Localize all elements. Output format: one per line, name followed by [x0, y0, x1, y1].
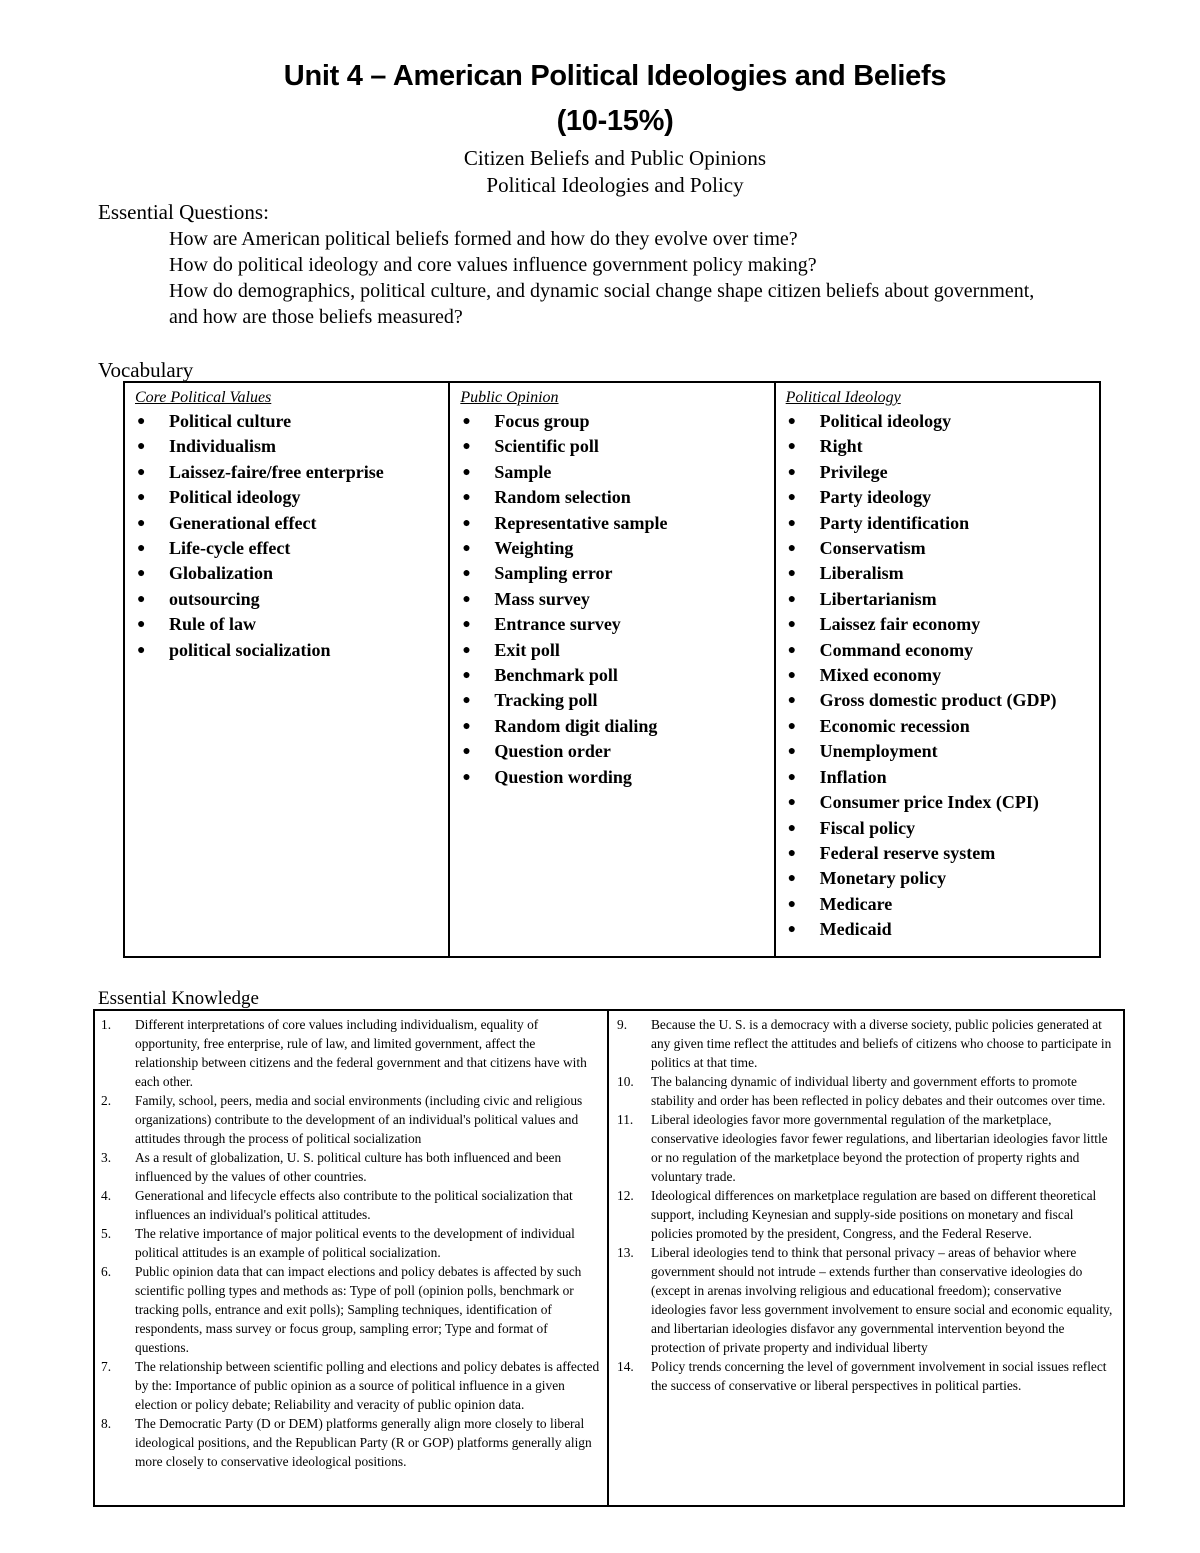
vocab-term: Political ideology: [819, 411, 952, 431]
ek-item: [617, 1357, 1117, 1395]
vocab-term: Life-cycle effect: [169, 538, 291, 559]
vocab-column-political-ideology: [774, 383, 1099, 956]
bullet-icon: ●: [137, 515, 146, 531]
vocab-term: Weighting: [494, 538, 574, 559]
bullet-icon: ●: [787, 871, 797, 887]
bullet-icon: ●: [462, 744, 471, 760]
page-title: Unit 4 – American Political Ideologies and Beliefs: [283, 60, 947, 92]
bullet-icon: ●: [787, 464, 797, 480]
vocab-term: Privilege: [819, 461, 888, 482]
vocab-term: Rule of law: [169, 614, 256, 635]
vocab-term: Medicaid: [819, 919, 892, 940]
subtitle-ideologies-policy: Political Ideologies and Policy: [486, 173, 744, 197]
ek-item-text: As a result of globalization, U. S. political culture has both influenced and been influenced by the values of other countries.: [135, 1150, 562, 1184]
vocab-item: [786, 688, 1091, 713]
ek-item-number: 1.: [101, 1017, 112, 1032]
vocabulary-table: [123, 381, 1101, 958]
bullet-icon: ●: [787, 718, 797, 734]
bullet-icon: ●: [787, 439, 797, 455]
ek-item-number: 4.: [101, 1188, 112, 1203]
bullet-icon: ●: [462, 769, 471, 785]
bullet-icon: ●: [787, 490, 797, 506]
vocab-item: [786, 409, 1091, 434]
vocab-item: [786, 536, 1091, 561]
ek-item-text: Family, school, peers, media and social environments (including civic and religious organizations) contribute to the development of an individual's political values and attitudes through the process of political socialization: [135, 1093, 583, 1146]
vocab-item: [786, 917, 1091, 942]
bullet-icon: ●: [462, 464, 471, 480]
vocab-column-public-opinion: [448, 383, 773, 956]
vocab-item: [135, 460, 440, 485]
bullet-icon: ●: [137, 464, 146, 480]
bullet-icon: ●: [137, 414, 146, 429]
vocab-item: [786, 587, 1091, 612]
ek-item-text: Different interpretations of core values including individualism, equality of opportunity, free enterprise, rule of law, and limited government, affect the relationship between citizens and the federal government and that citizens have with each other.: [135, 1017, 587, 1089]
ek-item-number: 11.: [617, 1112, 634, 1127]
bullet-icon: ●: [462, 515, 471, 531]
bullet-icon: ●: [462, 718, 471, 734]
ek-item-text: Ideological differences on marketplace regulation are based on different theoretical support, including Keynesian and supply-side positions on monetary and fiscal policies promoted by the president, Congress, and the Federal Reserve.: [651, 1188, 1097, 1241]
vocab-item: [786, 485, 1091, 510]
vocab-list: [786, 409, 1091, 943]
vocab-column-core-values: [125, 383, 448, 956]
vocab-term: Representative sample: [494, 512, 668, 533]
bullet-icon: ●: [787, 642, 797, 658]
vocab-term: Economic recession: [819, 715, 970, 736]
vocab-item: [460, 587, 765, 612]
bullet-icon: ●: [787, 795, 797, 811]
essential-question: How do demographics, political culture, and dynamic social change shape citizen beliefs about government, and how are those beliefs measured?: [169, 280, 1035, 328]
bullet-icon: ●: [462, 642, 471, 658]
bullet-icon: ●: [462, 668, 471, 684]
vocab-list: [135, 409, 440, 663]
ek-item-text: Because the U. S. is a democracy with a diverse society, public policies generated at any given time reflect the attitudes and beliefs of citizens who choose to participate in politics at that time.: [651, 1017, 1112, 1070]
ek-item-text: The relative importance of major political events to the development of individual political attitudes is an example of political socialization.: [135, 1226, 575, 1260]
vocab-column-heading: Political Ideology: [785, 389, 901, 406]
vocab-term: Monetary policy: [819, 868, 947, 889]
vocab-item: [786, 816, 1091, 841]
bullet-icon: ●: [462, 490, 471, 506]
bullet-icon: ●: [462, 566, 471, 582]
ek-item: [617, 1186, 1117, 1243]
vocab-item: [786, 790, 1091, 815]
vocab-item: [786, 841, 1091, 866]
essential-knowledge-heading: Essential Knowledge: [98, 988, 259, 1009]
vocab-item: [135, 587, 440, 612]
ek-item: [101, 1148, 601, 1186]
ek-item: [101, 1091, 601, 1148]
vocab-item: [135, 434, 440, 459]
bullet-icon: ●: [787, 922, 797, 938]
vocab-item: [460, 739, 765, 764]
vocab-term: Party identification: [819, 512, 970, 533]
vocab-term: Tracking poll: [494, 690, 598, 711]
vocab-item: [460, 409, 765, 434]
vocab-term: Benchmark poll: [494, 665, 618, 686]
vocab-column-heading: Public Opinion: [460, 389, 559, 406]
vocab-term: Focus group: [494, 411, 590, 431]
bullet-icon: ●: [137, 541, 146, 557]
bullet-icon: ●: [137, 591, 146, 607]
ek-item-number: 2.: [101, 1093, 112, 1108]
vocab-item: [786, 892, 1091, 917]
vocab-item: [460, 536, 765, 561]
bullet-icon: ●: [787, 617, 797, 633]
vocab-item: [460, 714, 765, 739]
vocab-term: Random selection: [494, 487, 631, 508]
ek-item: [617, 1110, 1117, 1186]
vocab-item: [786, 765, 1091, 790]
vocab-item: [135, 561, 440, 586]
essential-knowledge-table: [93, 1009, 1125, 1507]
vocab-term: Political culture: [169, 411, 292, 431]
vocab-term: Conservatism: [819, 538, 926, 559]
ek-item: [101, 1186, 601, 1224]
ek-item: [101, 1015, 601, 1091]
vocab-term: political socialization: [169, 639, 331, 660]
ek-item: [617, 1015, 1117, 1072]
vocab-item: [786, 460, 1091, 485]
ek-item-text: Liberal ideologies favor more governmental regulation of the marketplace, conservative ideologies favor fewer regulations, and libertarian ideologies favor little or no regulation of the marketplace beyond the protection of property rights and voluntary trade.: [651, 1112, 1108, 1184]
bullet-icon: ●: [462, 439, 471, 455]
vocab-item: [460, 663, 765, 688]
ek-column-right: [609, 1011, 1123, 1505]
vocab-item: [460, 638, 765, 663]
ek-item-number: 9.: [617, 1017, 628, 1032]
vocab-term: Exit poll: [494, 639, 560, 660]
ek-item-text: Policy trends concerning the level of government involvement in social issues reflect the success of conservative or liberal perspectives in political parties.: [651, 1359, 1107, 1393]
vocab-item: [135, 409, 440, 434]
vocab-term: Scientific poll: [494, 436, 599, 457]
ek-column-left: [95, 1011, 609, 1505]
bullet-icon: ●: [462, 541, 471, 557]
vocab-term: outsourcing: [169, 588, 260, 609]
bullet-icon: ●: [787, 414, 797, 429]
vocab-term: Sampling error: [494, 563, 613, 584]
ek-item-number: 8.: [101, 1416, 112, 1431]
vocab-item: [460, 612, 765, 637]
vocab-term: Question wording: [494, 766, 632, 787]
vocab-term: Political ideology: [169, 487, 301, 508]
vocab-item: [786, 638, 1091, 663]
vocab-term: Random digit dialing: [494, 715, 658, 736]
bullet-icon: ●: [137, 617, 146, 633]
vocab-item: [460, 561, 765, 586]
vocab-term: Entrance survey: [494, 614, 621, 635]
ek-item-text: The relationship between scientific polling and elections and policy debates is affected by the: Importance of public opinion as a source of political influence in a given election or policy debate; Reliability and veracity of public opinion data.: [135, 1359, 600, 1412]
vocab-item: [135, 485, 440, 510]
bullet-icon: ●: [787, 896, 797, 912]
vocab-term: Party ideology: [819, 487, 932, 508]
bullet-icon: ●: [787, 668, 797, 684]
vocab-item: [786, 714, 1091, 739]
vocab-term: Liberalism: [819, 563, 904, 584]
ek-item: [617, 1243, 1117, 1357]
vocab-term: Inflation: [819, 766, 887, 787]
bullet-icon: ●: [787, 769, 797, 785]
vocab-term: Consumer price Index (CPI): [819, 792, 1039, 813]
ek-item-number: 13.: [617, 1245, 634, 1260]
bullet-icon: ●: [787, 820, 797, 836]
ek-item: [101, 1224, 601, 1262]
vocab-term: Laissez fair economy: [819, 614, 981, 635]
vocab-item: [786, 866, 1091, 891]
ek-item-text: Public opinion data that can impact elections and policy debates is affected by such scientific polling types and methods as: Type of poll (opinion polls, benchmark or tracking polls, entrance and exit polls); Sampling techniques, identification of respondents, mass survey or focus group, sampling error; Type and format of questions.: [135, 1264, 582, 1355]
ek-item-text: Generational and lifecycle effects also contribute to the political socialization that influences an individual's political attitudes.: [135, 1188, 573, 1222]
vocab-item: [460, 434, 765, 459]
vocabulary-heading: Vocabulary: [98, 358, 194, 382]
vocab-item: [786, 612, 1091, 637]
ek-item-number: 5.: [101, 1226, 112, 1241]
essential-question: How are American political beliefs formed and how do they evolve over time?: [169, 228, 798, 250]
vocab-item: [460, 511, 765, 536]
bullet-icon: ●: [137, 642, 146, 658]
vocab-term: Mixed economy: [819, 665, 942, 686]
essential-question: How do political ideology and core values influence government policy making?: [169, 254, 817, 276]
vocab-term: Federal reserve system: [819, 842, 996, 863]
bullet-icon: ●: [787, 591, 797, 607]
vocab-item: [460, 485, 765, 510]
vocab-term: Medicare: [819, 893, 893, 914]
essential-questions-heading: Essential Questions:: [98, 200, 269, 224]
bullet-icon: ●: [787, 566, 797, 582]
bullet-icon: ●: [787, 693, 797, 709]
vocab-item: [460, 688, 765, 713]
bullet-icon: ●: [137, 490, 146, 506]
bullet-icon: ●: [137, 439, 146, 455]
bullet-icon: ●: [787, 541, 797, 557]
ek-item: [101, 1414, 601, 1471]
vocab-item: [786, 511, 1091, 536]
vocab-term: Globalization: [169, 563, 274, 584]
ek-item-text: The Democratic Party (D or DEM) platforms generally align more closely to liberal ideological positions, and the Republican Party (R or GOP) platforms generally align more closely to conservative ideological positions.: [135, 1416, 592, 1469]
vocab-term: Sample: [494, 461, 552, 482]
vocab-term: Mass survey: [494, 588, 590, 609]
bullet-icon: ●: [787, 744, 797, 760]
vocab-term: Command economy: [819, 639, 974, 660]
vocab-item: [786, 434, 1091, 459]
vocab-item: [135, 638, 440, 663]
vocab-item: [460, 460, 765, 485]
ek-item-text: The balancing dynamic of individual liberty and government efforts to promote stability and order has been reflected in policy debates and their outcomes over time.: [651, 1074, 1106, 1108]
bullet-icon: ●: [462, 591, 471, 607]
ek-item-number: 14.: [617, 1359, 634, 1374]
ek-item-number: 3.: [101, 1150, 112, 1165]
vocab-item: [460, 765, 765, 790]
bullet-icon: ●: [787, 845, 797, 861]
vocab-item: [135, 511, 440, 536]
bullet-icon: ●: [787, 515, 797, 531]
vocab-term: Individualism: [169, 436, 277, 457]
ek-item-number: 12.: [617, 1188, 634, 1203]
vocab-term: Right: [819, 436, 863, 457]
vocab-term: Fiscal policy: [819, 817, 916, 838]
ek-item-number: 10.: [617, 1074, 634, 1089]
ek-item-number: 6.: [101, 1264, 112, 1279]
ek-item-text: Liberal ideologies tend to think that personal privacy – areas of behavior where government should not intrude – extends further than conservative ideologies do (except in arenas involving religious and educational freedom); conservative ideologies favor less government involvement to ensure social and economic equality, and libertarian ideologies disfavor any governmental intervention beyond the protection of private property and individual liberty: [651, 1245, 1113, 1355]
essential-questions-list: [169, 226, 1049, 330]
vocab-item: [135, 612, 440, 637]
ek-item: [617, 1072, 1117, 1110]
vocab-term: Gross domestic product (GDP): [819, 690, 1057, 711]
vocab-term: Laissez-faire/free enterprise: [169, 461, 384, 482]
vocab-term: Unemployment: [819, 741, 938, 762]
vocab-item: [786, 739, 1091, 764]
bullet-icon: ●: [462, 414, 471, 429]
bullet-icon: ●: [137, 566, 146, 582]
vocab-column-heading: Core Political Values: [135, 389, 272, 406]
vocab-item: [786, 663, 1091, 688]
bullet-icon: ●: [462, 617, 471, 633]
ek-item: [101, 1262, 601, 1357]
vocab-item: [135, 536, 440, 561]
vocab-term: Question order: [494, 741, 611, 762]
weight-percentage: (10-15%): [556, 105, 674, 137]
ek-item-number: 7.: [101, 1359, 112, 1374]
ek-item: [101, 1357, 601, 1414]
vocab-list: [460, 409, 765, 790]
vocab-item: [786, 561, 1091, 586]
subtitle-citizen-beliefs: Citizen Beliefs and Public Opinions: [463, 146, 767, 170]
vocab-term: Libertarianism: [819, 588, 937, 609]
bullet-icon: ●: [462, 693, 471, 709]
vocab-term: Generational effect: [169, 512, 317, 533]
